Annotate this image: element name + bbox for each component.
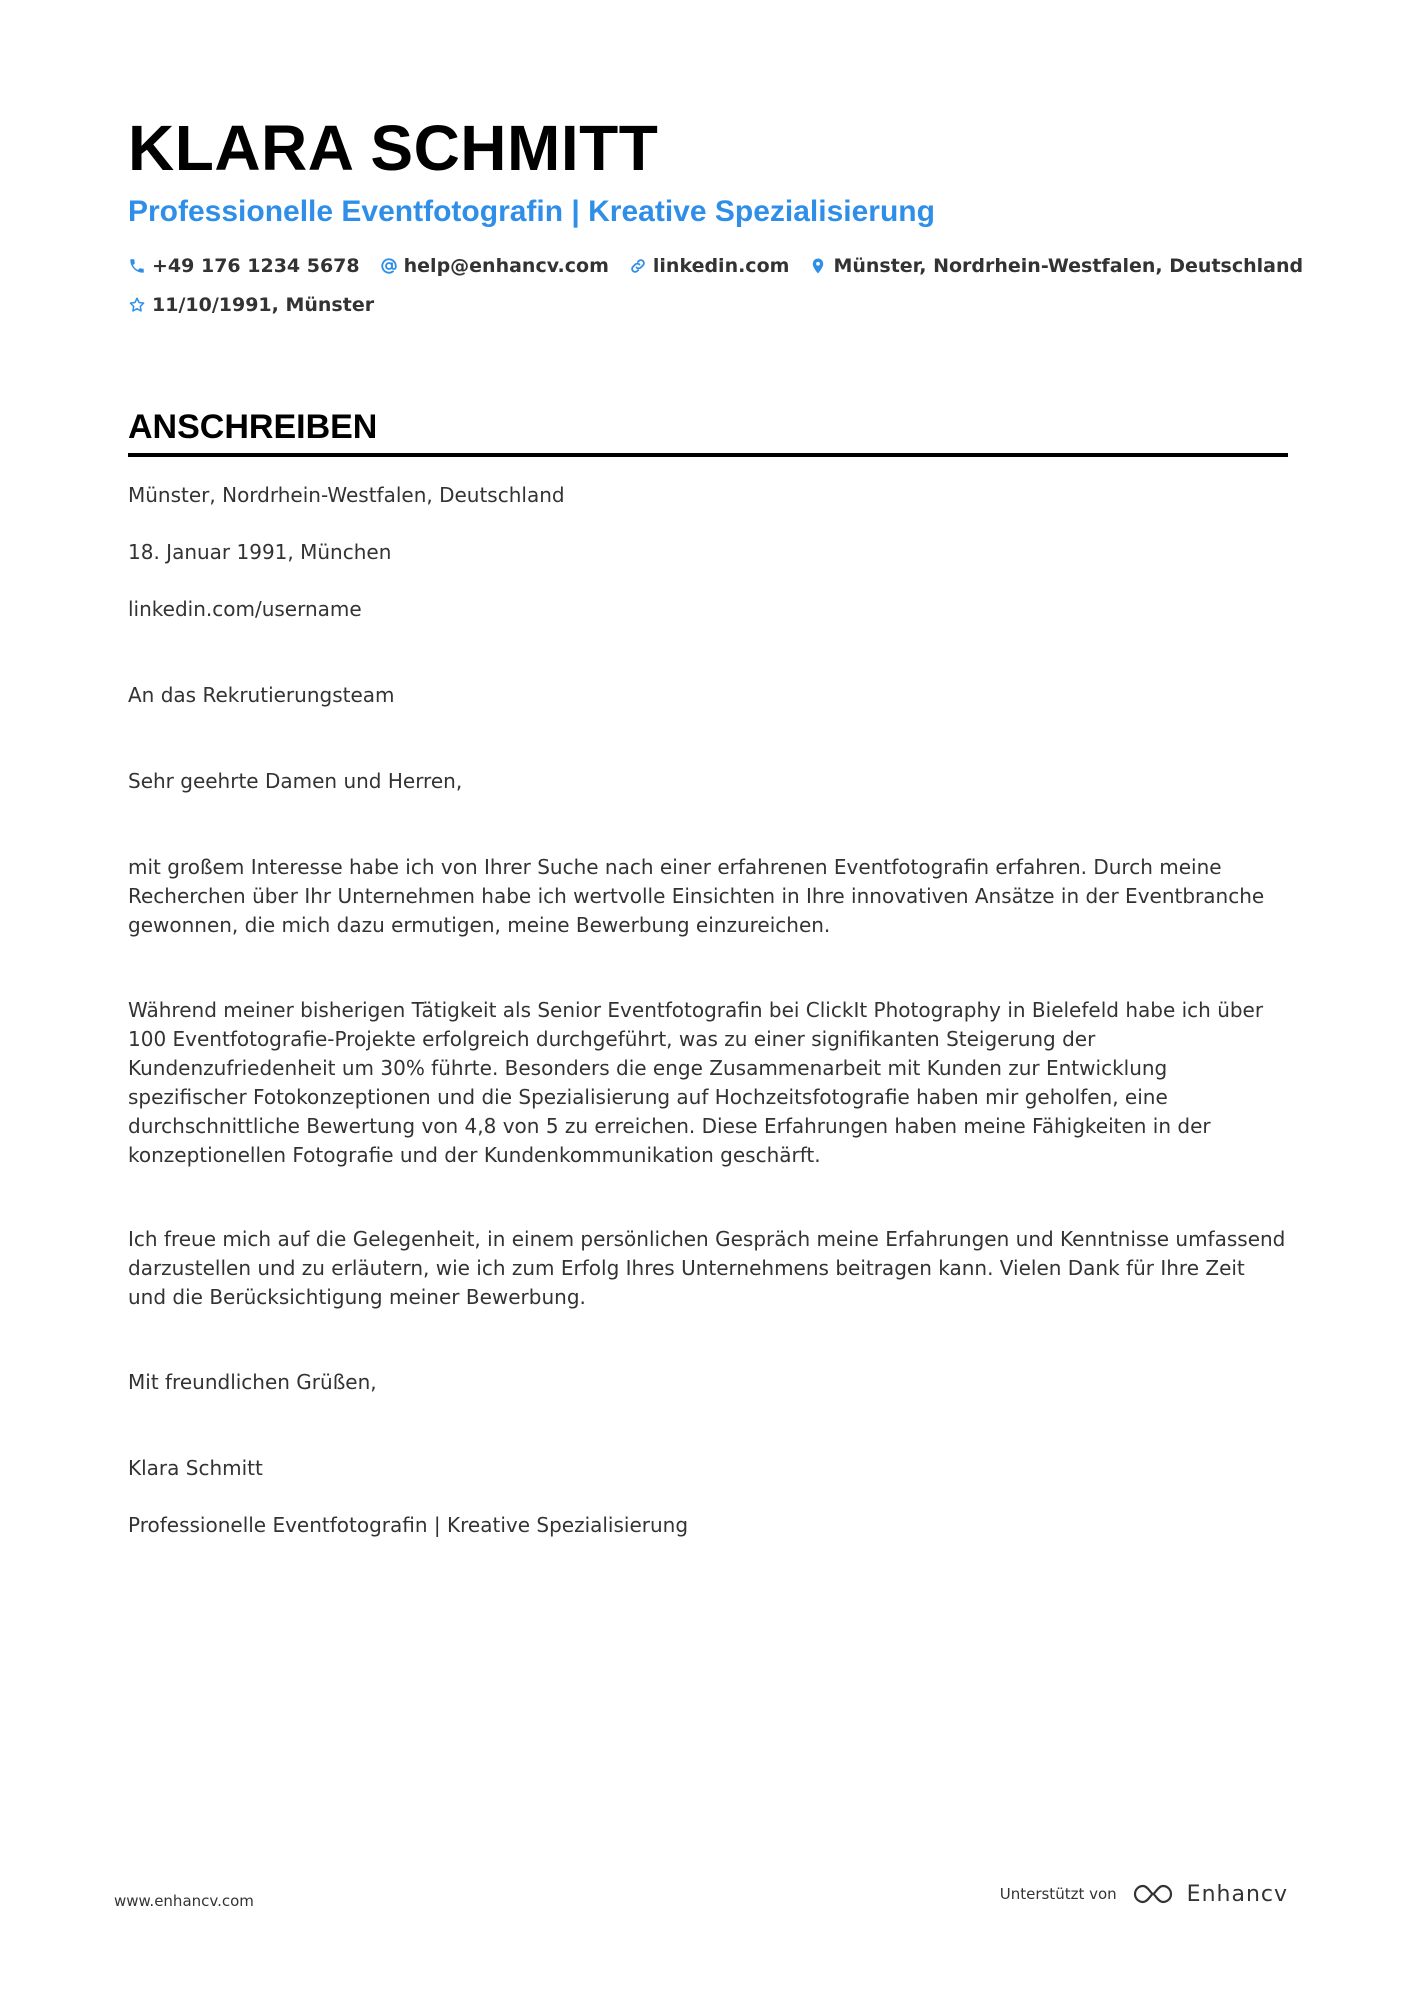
section-header [128,405,1288,457]
letter-paragraph: Während meiner bisherigen Tätigkeit als Senior Eventfotografin bei ClickIt Photography in Bielefeld habe ich über 100 Eventfotografie-Projekte erfolgreich durchgeführt, was zu einer signifikanten Steigerung der Kundenzufriedenheit um 30% führte. Besonders die enge Zusammenarbeit mit Kunden zur Entwicklung spezifischer Fotokonzeptionen und die Spezialisierung auf Hochzeitsfotografie haben mir geholfen, eine durchschnittliche Bewertung von 4,8 von 5 zu erreichen. Diese Erfahrungen haben meine Fähigkeiten in der konzeptionellen Fotografie und der Kundenkommunikation geschärft. [128,998,1264,1167]
letter-paragraph: Ich freue mich auf die Gelegenheit, in einem persönlichen Gespräch meine Erfahrungen und Kenntnisse umfassend darzustellen und zu erläutern, wie ich zum Erfolg Ihres Unternehmens beitragen kann. Vielen Dank für Ihre Zeit und die Berücksichtigung meiner Bewerbung. [128,1227,1286,1309]
birth-text: 11/10/1991, Münster [152,294,375,316]
brand-name: Enhancv [1186,1881,1288,1907]
contact-phone [128,255,360,277]
signature-title: Professionelle Eventfotografin | Kreative Spezialisierung [128,1513,689,1537]
section-title: ANSCHREIBEN [128,408,378,446]
applicant-name: KLARA SCHMITT [128,112,659,184]
letter-recipient: An das Rekrutierungsteam [128,683,395,707]
letter-date: 18. Januar 1991, München [128,540,392,564]
footer-website: www.enhancv.com [114,1892,254,1910]
header [128,112,1304,332]
contact-info [128,254,1304,317]
footer-branding [1000,1880,1288,1908]
letter-paragraph: mit großem Interesse habe ich von Ihrer Suche nach einer erfahrenen Eventfotografin erfahren. Durch meine Recherchen über Ihr Unternehmen habe ich wertvolle Einsichten in Ihre innovativen Ansätze in der Eventbranche gewonnen, die mich dazu ermutigen, meine Bewerbung einzureichen. [128,855,1265,937]
contact-row [128,293,1288,317]
letter-closing: Mit freundlichen Grüßen, [128,1370,377,1394]
contact-email [380,255,609,277]
contact-birth [128,294,374,316]
applicant-title: Professionelle Eventfotografin | Kreative Spezialisierung [128,195,935,228]
email-text: help@enhancv.com [403,255,609,277]
contact-row [128,254,1304,278]
letter-salutation: Sehr geehrte Damen und Herren, [128,769,463,793]
letter-link: linkedin.com/username [128,597,362,621]
link-icon [629,257,647,275]
section-divider [128,453,1288,457]
contact-location [809,255,1303,277]
at-icon [380,257,398,275]
powered-by-text: Unterstützt von [999,1885,1117,1903]
star-icon [128,296,146,314]
contact-linkedin [629,255,790,277]
phone-text: +49 176 1234 5678 [152,255,360,277]
letter-location: Münster, Nordrhein-Westfalen, Deutschland [128,483,565,507]
enhancv-logo-icon [1129,1880,1177,1908]
signature-name: Klara Schmitt [128,1456,263,1480]
location-text: Münster, Nordrhein-Westfalen, Deutschland [833,255,1304,277]
phone-icon [128,257,146,275]
location-pin-icon [809,257,827,275]
linkedin-text: linkedin.com [652,255,790,277]
